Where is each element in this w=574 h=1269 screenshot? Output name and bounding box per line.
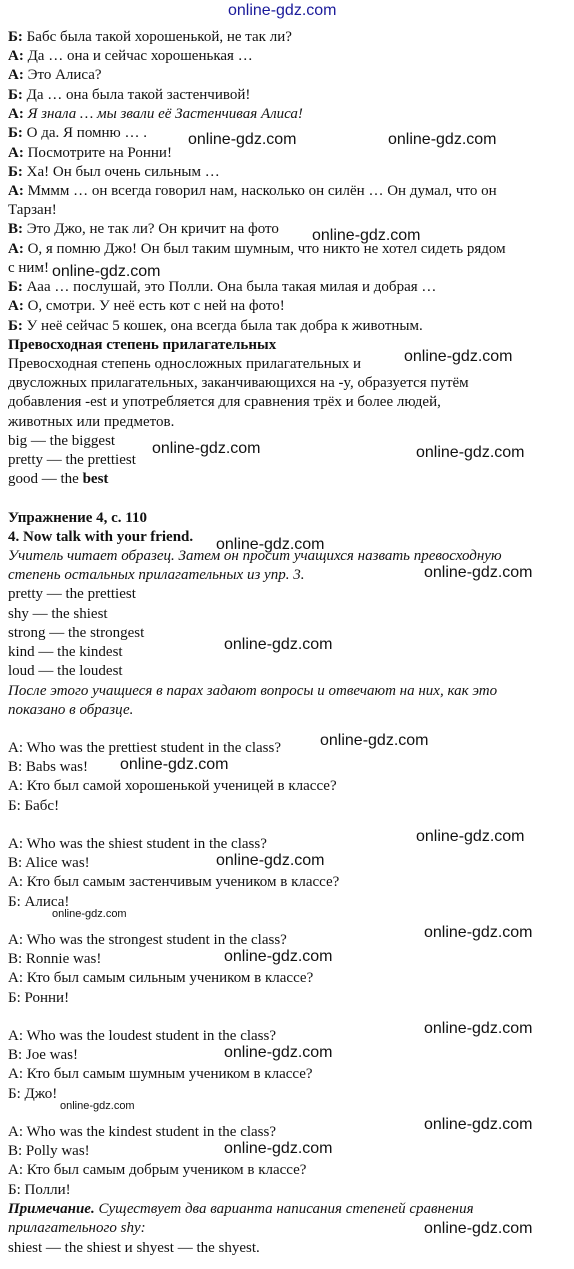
dialog-line: А: Кто был самым шумным учеником в классе?: [8, 1066, 313, 1082]
dialog-line: Б: Бабс!: [8, 798, 60, 814]
watermark-text: online-gdz.com: [60, 1100, 135, 1112]
instruction-text: показано в образце.: [8, 702, 134, 718]
exercise-task: 4. Now talk with your friend.: [8, 529, 194, 545]
instruction-text: Учитель читает образец. Затем он просит учащихся назвать превосходную: [8, 548, 502, 564]
word-line: kind — the kindest: [8, 644, 123, 660]
dialog-line: A: Who was the prettiest student in the class?: [8, 740, 281, 756]
dialog-line: Б: Алиса!: [8, 894, 70, 910]
note-line: прилагательного shy:: [8, 1220, 146, 1236]
watermark-text: online-gdz.com: [52, 263, 161, 280]
watermark-text: online-gdz.com: [416, 828, 525, 845]
dialog-line: B: Alice was!: [8, 855, 90, 871]
grammar-text: животных или предметов.: [8, 414, 175, 430]
watermark-text: online-gdz.com: [152, 440, 261, 457]
watermark-text: online-gdz.com: [424, 564, 533, 581]
dialog-line: B: Babs was!: [8, 759, 88, 775]
dialog-line: Б: Полли!: [8, 1182, 71, 1198]
watermark-text: online-gdz.com: [320, 732, 429, 749]
dialogue-line: Б: О да. Я помню … .: [8, 125, 148, 141]
dialog-line: Б: Ронни!: [8, 990, 70, 1006]
grammar-text: двусложных прилагательных, заканчивающихся на -y, образуется путём: [8, 375, 469, 391]
dialog-line: A: Who was the strongest student in the class?: [8, 932, 287, 948]
watermark-text: online-gdz.com: [224, 1044, 333, 1061]
dialogue-line: Тарзан!: [8, 202, 57, 218]
dialogue-line: Б: Бабс была такой хорошенькой, не так ли?: [8, 29, 292, 45]
watermark-text: online-gdz.com: [224, 948, 333, 965]
word-line: strong — the strongest: [8, 625, 145, 641]
watermark-text: online-gdz.com: [388, 131, 497, 148]
watermark-text: online-gdz.com: [424, 1020, 533, 1037]
watermark-text: online-gdz.com: [52, 908, 127, 920]
dialog-line: B: Joe was!: [8, 1047, 78, 1063]
dialog-line: А: Кто был самым застенчивым учеником в классе?: [8, 874, 340, 890]
dialogue-line: А: Это Алиса?: [8, 67, 102, 83]
dialogue-line: А: О, смотри. У неё есть кот с ней на фото!: [8, 298, 285, 314]
dialog-line: А: Кто был самым добрым учеником в классе?: [8, 1162, 307, 1178]
dialogue-line: Б: Да … она была такой застенчивой!: [8, 87, 251, 103]
word-line: shy — the shiest: [8, 606, 108, 622]
watermark-text: online-gdz.com: [120, 756, 229, 773]
watermark-text: online-gdz.com: [424, 924, 533, 941]
watermark-text: online-gdz.com: [424, 1116, 533, 1133]
example-line: good — the best: [8, 471, 109, 487]
watermark-text: online-gdz.com: [404, 348, 513, 365]
watermark-text: online-gdz.com: [228, 2, 337, 19]
dialogue-line: Б: Ха! Он был очень сильным …: [8, 164, 220, 180]
dialogue-line: В: Это Джо, не так ли? Он кричит на фото: [8, 221, 279, 237]
watermark-text: online-gdz.com: [188, 131, 297, 148]
dialog-line: А: Кто был самой хорошенькой ученицей в классе?: [8, 778, 337, 794]
instruction-text: степень остальных прилагательных из упр. 3.: [8, 567, 305, 583]
exercise-title: Упражнение 4, с. 110: [8, 510, 147, 526]
instruction-text: После этого учащиеся в парах задают вопросы и отвечают на них, как это: [8, 683, 498, 699]
dialog-line: B: Ronnie was!: [8, 951, 102, 967]
watermark-text: online-gdz.com: [224, 636, 333, 653]
watermark-text: online-gdz.com: [416, 444, 525, 461]
dialog-line: A: Who was the loudest student in the class?: [8, 1028, 277, 1044]
watermark-text: online-gdz.com: [424, 1220, 533, 1237]
dialogue-line: Б: У неё сейчас 5 кошек, она всегда была так добра к животным.: [8, 318, 423, 334]
grammar-heading: Превосходная степень прилагательных: [8, 337, 277, 353]
dialogue-line: А: Посмотрите на Ронни!: [8, 145, 172, 161]
dialogue-line: А: Я знала … мы звали её Застенчивая Алиса!: [8, 106, 303, 122]
final-line: shiest — the shiest и shyest — the shyest.: [8, 1240, 260, 1256]
dialogue-line: А: Мммм … он всегда говорил нам, насколько он силён … Он думал, что он: [8, 183, 497, 199]
dialog-line: А: Кто был самым сильным учеником в классе?: [8, 970, 314, 986]
watermark-text: online-gdz.com: [312, 227, 421, 244]
watermark-text: online-gdz.com: [216, 536, 325, 553]
word-line: loud — the loudest: [8, 663, 123, 679]
watermark-text: online-gdz.com: [224, 1140, 333, 1157]
note-line: Примечание. Существует два варианта написания степеней сравнения: [8, 1201, 474, 1217]
dialog-line: Б: Джо!: [8, 1086, 58, 1102]
example-line: pretty — the prettiest: [8, 452, 136, 468]
watermark-text: online-gdz.com: [216, 852, 325, 869]
dialogue-line: А: Да … она и сейчас хорошенькая …: [8, 48, 253, 64]
dialog-line: A: Who was the kindest student in the class?: [8, 1124, 277, 1140]
dialog-line: A: Who was the shiest student in the class?: [8, 836, 267, 852]
grammar-text: Превосходная степень односложных прилагательных и: [8, 356, 362, 372]
grammar-text: добавления -est и употребляется для сравнения трёх и более людей,: [8, 394, 441, 410]
dialogue-line: с ним!: [8, 260, 49, 276]
dialogue-line: Б: Ааа … послушай, это Полли. Она была такая милая и добрая …: [8, 279, 437, 295]
dialog-line: B: Polly was!: [8, 1143, 90, 1159]
word-line: pretty — the prettiest: [8, 586, 136, 602]
dialogue-line: А: О, я помню Джо! Он был таким шумным, что никто не хотел сидеть рядом: [8, 241, 506, 257]
example-line: big — the biggest: [8, 433, 116, 449]
